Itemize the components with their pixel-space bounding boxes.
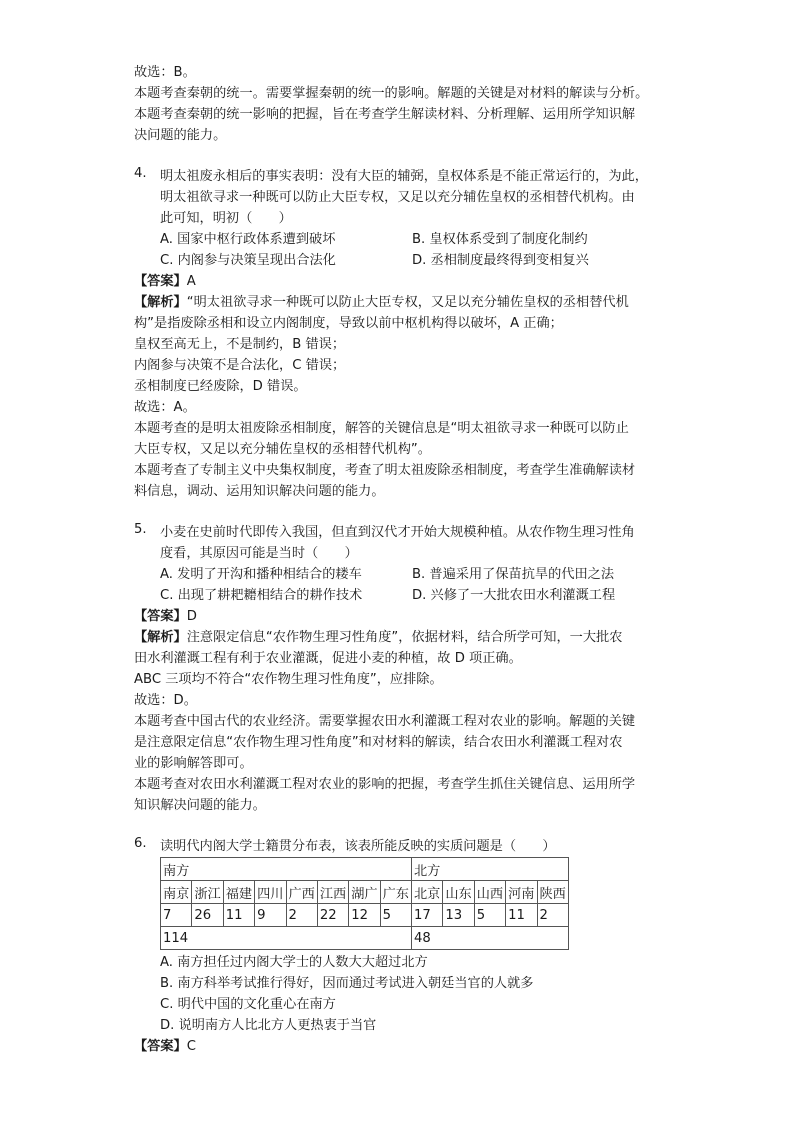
table-row [161, 881, 569, 904]
count-cell: 13 [443, 904, 474, 927]
q5-options [134, 564, 664, 606]
option-d: D. 丞相制度最终得到变相复兴 [412, 253, 589, 268]
q5-point-line2: 是注意限定信息“农作物生理习性角度”和对材料的解读，结合农田水利灌溉工程对农 [134, 735, 623, 750]
north-total: 48 [412, 927, 569, 950]
question-number: 6. [134, 836, 147, 851]
analysis-tag: 【解析】 [134, 630, 187, 645]
count-cell: 22 [317, 904, 348, 927]
question-number: 4. [134, 166, 147, 181]
table-row [161, 927, 569, 950]
province-cell: 河南 [506, 881, 537, 904]
table-row [161, 904, 569, 927]
q6-answer [134, 1036, 664, 1057]
option-d: D. 说明南方人比北方人更热衷于当官 [160, 1018, 377, 1033]
option-a: A. 发明了开沟和播种相结合的耧车 [160, 567, 362, 582]
q4-analysis-line5: 丞相制度已经废除，D 错误。 [134, 379, 307, 394]
province-cell: 江西 [317, 881, 348, 904]
province-cell: 广东 [380, 881, 411, 904]
count-cell: 26 [192, 904, 223, 927]
province-cell: 南京 [161, 881, 192, 904]
province-cell: 北京 [412, 881, 443, 904]
q3-choice: 故选：B。 [134, 65, 196, 80]
q4-point-line1: 本题考查的是明太祖废除丞相制度，解答的关键信息是“明太祖欲寻求一种既可以防止 [134, 421, 629, 436]
q4-stem-line1: 明太祖废永相后的事实表明：没有大臣的辅弼，皇权体系是不能正常运行的，为此， [160, 169, 648, 184]
q6-stem: 读明代内阁大学士籍贯分布表，该表所能反映的实质问题是（ ） [160, 839, 556, 854]
province-cell: 陕西 [537, 881, 568, 904]
q4-answer [134, 271, 664, 292]
question-5 [134, 522, 664, 564]
question-6 [134, 836, 664, 857]
q4-analysis-line1: 【解析】“明太祖欲寻求一种既可以防止大臣专权，又足以充分辅佐皇权的丞相替代机 [134, 295, 629, 310]
q4-eval-line1: 本题考查了专制主义中央集权制度，考查了明太祖废除丞相制度，考查学生准确解读材 [134, 463, 636, 478]
south-header: 南方 [161, 858, 412, 881]
q4-point-line2: 大臣专权，又足以充分辅佐皇权的丞相替代机构”。 [134, 442, 431, 457]
grand-secretary-distribution-table [160, 857, 569, 950]
q5-point-line3: 业的影响解答即可。 [134, 756, 253, 771]
province-cell: 湖广 [349, 881, 380, 904]
answer-tag: 【答案】 [134, 1039, 187, 1054]
q5-eval-line2: 知识解决问题的能力。 [134, 798, 266, 813]
option-b: B. 南方科举考试推行得好，因而通过考试进入朝廷当官的人就多 [160, 976, 534, 991]
q6-options [134, 952, 664, 1036]
province-cell: 福建 [223, 881, 254, 904]
q5-stem-line2: 度看，其原因可能是当时（ ） [160, 546, 358, 561]
q4-choice: 故选：A。 [134, 400, 196, 415]
q5-answer [134, 606, 664, 627]
answer-tag: 【答案】 [134, 609, 187, 624]
q3-eval-line2: 决问题的能力。 [134, 128, 227, 143]
q5-point-line1: 本题考查中国古代的农业经济。需要掌握农田水利灌溉工程对农业的影响。解题的关键 [134, 714, 636, 729]
table-row [161, 858, 569, 881]
south-total: 114 [161, 927, 412, 950]
north-header: 北方 [412, 858, 569, 881]
answer-value: C [186, 1039, 196, 1054]
count-cell: 12 [349, 904, 380, 927]
q5-analysis-line3: ABC 三项均不符合“农作物生理习性角度”，应排除。 [134, 672, 443, 687]
count-cell: 5 [380, 904, 411, 927]
option-b: B. 普遍采用了保苗抗旱的代田之法 [412, 567, 615, 582]
q3-eval-line1: 本题考查秦朝的统一影响的把握，旨在考查学生解读材料、分析理解、运用所学知识解 [134, 107, 636, 122]
province-cell: 浙江 [192, 881, 223, 904]
q4-analysis-line2: 构”是指废除丞相和设立内阁制度，导致以前中枢机构得以破坏，A 正确； [134, 316, 563, 331]
province-cell: 广西 [286, 881, 317, 904]
q4-stem-line2: 明太祖欲寻求一种既可以防止大臣专权，又足以充分辅佐皇权的丞相替代机构。由 [160, 190, 635, 205]
count-cell: 17 [412, 904, 443, 927]
q3-point: 本题考查秦朝的统一。需要掌握秦朝的统一的影响。解题的关键是对材料的解读与分析。 [134, 86, 649, 101]
question-4 [134, 166, 664, 229]
q4-analysis-line4: 内阁参与决策不是合法化，C 错误； [134, 358, 346, 373]
option-b: B. 皇权体系受到了制度化制约 [412, 232, 588, 247]
document-page [134, 62, 664, 1057]
count-cell: 7 [161, 904, 192, 927]
count-cell: 5 [474, 904, 505, 927]
q5-stem-line1: 小麦在史前时代即传入我国，但直到汉代才开始大规模种植。从农作物生理习性角 [160, 525, 635, 540]
option-d: D. 兴修了一大批农田水利灌溉工程 [412, 588, 616, 603]
q5-analysis-line2: 田水利灌溉工程有利于农业灌溉，促进小麦的种植，故 D 项正确。 [134, 651, 522, 666]
option-a: A. 国家中枢行政体系遭到破坏 [160, 232, 336, 247]
q4-stem-line3: 此可知，明初（ ） [160, 211, 292, 226]
count-cell: 11 [506, 904, 537, 927]
count-cell: 2 [537, 904, 568, 927]
analysis-tag: 【解析】 [134, 295, 187, 310]
option-c: C. 出现了耕耙耱相结合的耕作技术 [160, 588, 363, 603]
answer-value: D [186, 609, 197, 624]
q5-analysis-line1: 【解析】注意限定信息“农作物生理习性角度”，依据材料，结合所学可知，一大批农 [134, 630, 623, 645]
count-cell: 11 [223, 904, 254, 927]
province-cell: 山东 [443, 881, 474, 904]
question-number: 5. [134, 522, 147, 537]
q5-choice: 故选：D。 [134, 693, 197, 708]
option-a: A. 南方担任过内阁大学士的人数大大超过北方 [160, 955, 428, 970]
answer-value: A [186, 274, 196, 289]
province-cell: 山西 [474, 881, 505, 904]
option-c: C. 内阁参与决策呈现出合法化 [160, 253, 336, 268]
province-cell: 四川 [255, 881, 286, 904]
option-c: C. 明代中国的文化重心在南方 [160, 997, 336, 1012]
q4-options [134, 229, 664, 271]
count-cell: 2 [286, 904, 317, 927]
q4-eval-line2: 料信息，调动、运用知识解决问题的能力。 [134, 484, 385, 499]
q4-analysis-line3: 皇权至高无上，不是制约，B 错误； [134, 337, 346, 352]
answer-tag: 【答案】 [134, 274, 187, 289]
count-cell: 9 [255, 904, 286, 927]
q5-eval-line1: 本题考查对农田水利灌溉工程对农业的影响的把握，考查学生抓住关键信息、运用所学 [134, 777, 636, 792]
